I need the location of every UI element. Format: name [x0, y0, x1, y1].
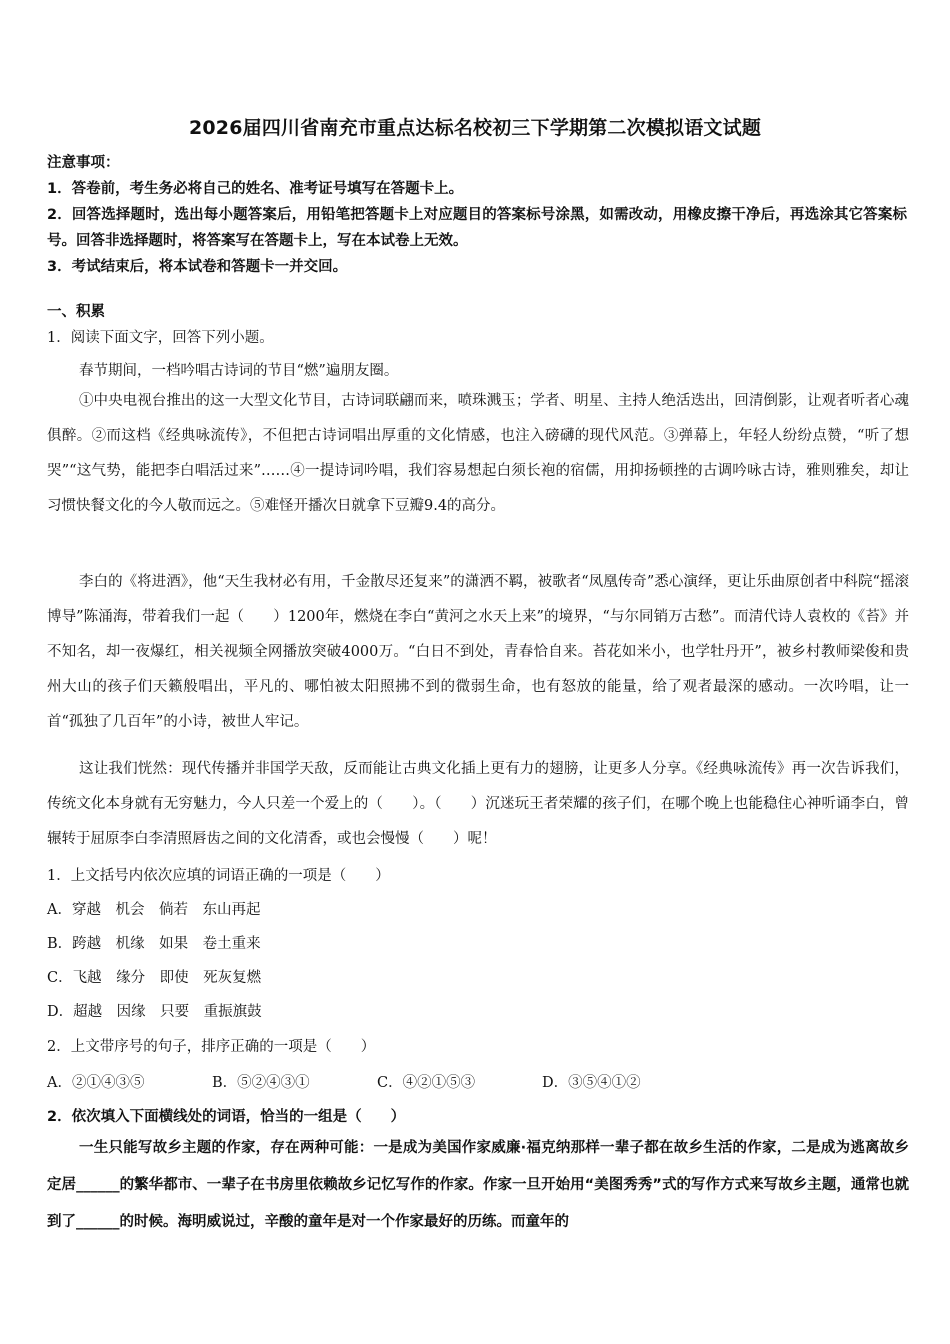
option-c: C．④②①⑤③	[377, 1075, 476, 1091]
passage-para-4: 这让我们恍然：现代传播并非国学天敌，反而能让古典文化插上更有力的翅膀，让更多人分享。《经典咏流传》再一次告诉我们，传统文化本身就有无穷魅力，今人只差一个爱上的（ ）。（ ）沉迷玩王者荣耀的孩子们，在哪个晚上也能稳住心神听诵李白，曾辗转于屈原李白李清照唇齿之间的文化清香，或也会慢慢（ ）呢！	[47, 761, 909, 847]
notice-item-2: 2．回答选择题时，选出每小题答案后，用铅笔把答题卡上对应题目的答案标号涂黑，如需改动，用橡皮擦干净后，再选涂其它答案标号。回答非选择题时，将答案写在答题卡上，写在本试卷上无效。	[47, 207, 907, 249]
option-a: A．穿越 机会 倘若 东山再起	[47, 902, 261, 918]
page-title: 2026届四川省南充市重点达标名校初三下学期第二次模拟语文试题	[188, 117, 762, 139]
option-d: D．超越 因缘 只要 重振旗鼓	[47, 1004, 262, 1020]
sub-question-1-stem: 1．上文括号内依次应填的词语正确的一项是（ ）	[47, 868, 390, 884]
notice-item-3: 3．考试结束后，将本试卷和答题卡一并交回。	[47, 259, 348, 275]
option-b: B．跨越 机缘 如果 卷土重来	[47, 936, 261, 952]
notice-item-1: 1．答卷前，考生务必将自己的姓名、准考证号填写在答题卡上。	[47, 181, 464, 197]
option-c: C．飞越 缘分 即使 死灰复燃	[47, 970, 262, 986]
notice-heading: 注意事项：	[47, 155, 120, 171]
question-2-passage: 一生只能写故乡主题的作家，存在两种可能：一是成为美国作家威廉·福克纳那样一辈子都在故乡生活的作家，二是成为逃离故乡定居______的繁华都市、一辈子在书房里依赖故乡记忆写作的作家。作家一旦开始用“美图秀秀”式的写作方式来写故乡主题，通常也就到了______的时候。海明威说过，辛酸的童年是对一个作家最好的历练。而童年的	[47, 1140, 909, 1230]
option-a: A．②①④③⑤	[47, 1075, 145, 1091]
question-2-stem: 2．依次填入下面横线处的词语，恰当的一组是（ ）	[47, 1109, 406, 1125]
passage-para-1: 春节期间，一档吟唱古诗词的节目“燃”遍朋友圈。	[79, 363, 399, 379]
option-d: D．③⑤④①②	[542, 1075, 641, 1091]
question-1-stem: 1．阅读下面文字，回答下列小题。	[47, 330, 274, 346]
sub-question-2-stem: 2．上文带序号的句子，排序正确的一项是（ ）	[47, 1039, 376, 1055]
passage-para-2: ①中央电视台推出的这一大型文化节目，古诗词联翩而来，喷珠溅玉；学者、明星、主持人绝活迭出，回清倒影，让观者听者心魂俱醉。②而这档《经典咏流传》，不但把古诗词唱出厚重的文化情感，也注入磅礴的现代风范。③弹幕上，年轻人纷纷点赞，“听了想哭”“这气势，能把李白唱活过来”……④一提诗词吟唱，我们容易想起白须长袍的宿儒，用抑扬顿挫的古调吟咏古诗，雅则雅矣，却让习惯快餐文化的今人敬而远之。⑤难怪开播次日就拿下豆瓣9.4的高分。	[47, 393, 909, 514]
passage-para-3: 李白的《将进酒》，他“天生我材必有用，千金散尽还复来”的潇洒不羁，被歌者“凤凰传奇”悉心演绎，更让乐曲原创者中科院“摇滚博导”陈涌海，带着我们一起（ ）1200年，燃烧在李白“黄河之水天上来”的境界，“与尔同销万古愁”。而清代诗人袁枚的《苔》并不知名，却一夜爆红，相关视频全网播放突破4000万。“白日不到处，青春恰自来。苔花如米小，也学牡丹开”，被乡村教师梁俊和贵州大山的孩子们天籁般唱出，平凡的、哪怕被太阳照拂不到的微弱生命，也有怒放的能量，给了观者最深的感动。一次吟唱，让一首“孤独了几百年”的小诗，被世人牢记。	[47, 574, 909, 730]
sub-question-2-options	[47, 1071, 641, 1092]
option-b: B．⑤②④③①	[212, 1075, 310, 1091]
section-heading: 一、积累	[47, 304, 105, 320]
